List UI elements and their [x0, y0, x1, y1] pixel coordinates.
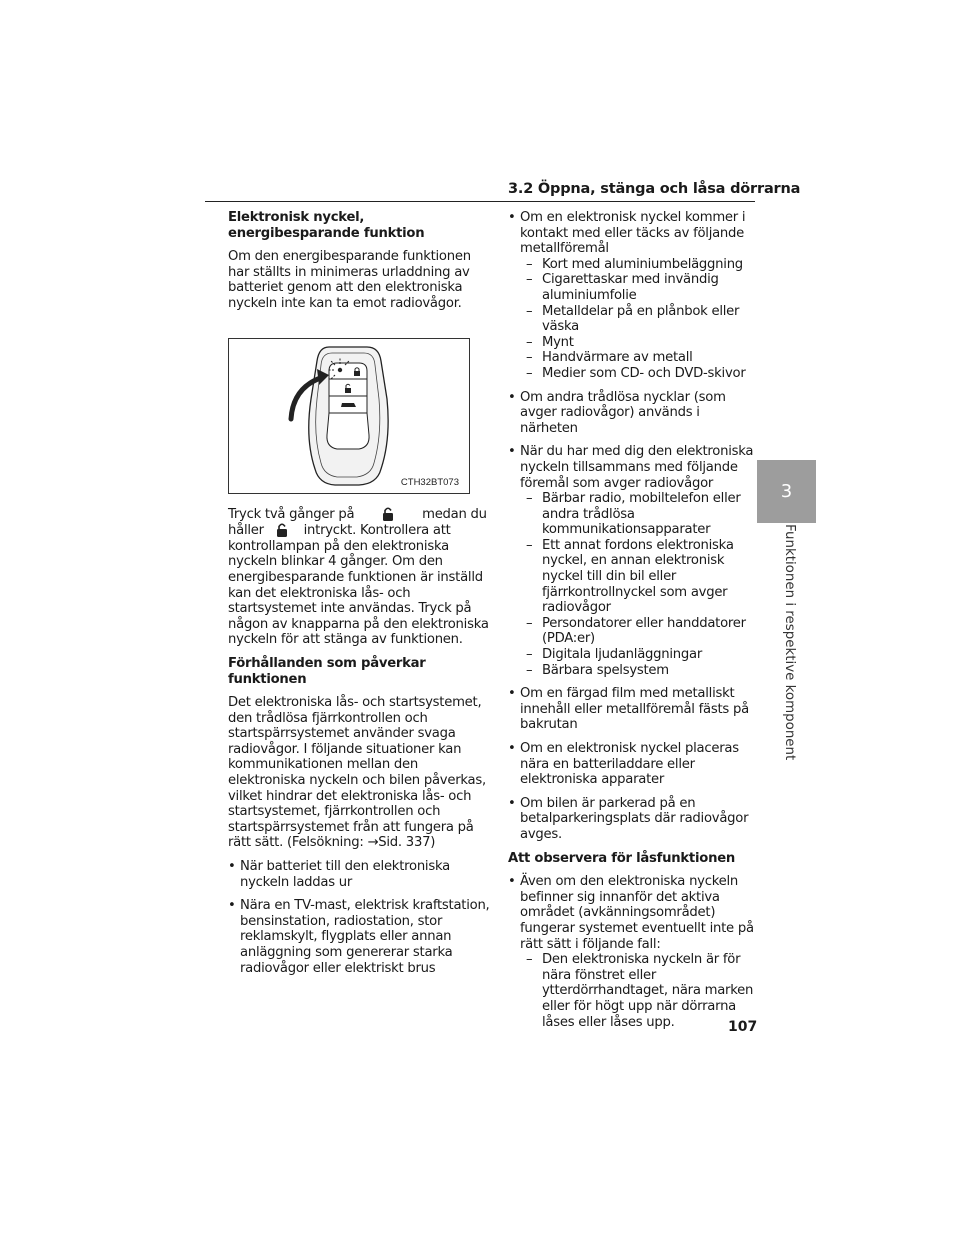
smart-key-drawing [229, 339, 469, 493]
sub-list [520, 952, 760, 1030]
list-item: • Om en färgad film med metalliskt innehåll eller metallföremål fästs på bakrutan [508, 686, 760, 733]
sub-list-item: – Handvärmare av metall [520, 350, 760, 366]
chapter-tab[interactable]: 3 [757, 460, 816, 523]
header-divider [205, 201, 755, 202]
page-number: 107 [728, 1019, 758, 1035]
paragraph-activation [228, 506, 490, 648]
list-item-text: Även om den elektroniska nyckeln befinner sig innanför det aktiva området (avkänningsområdet) fungerar systemet eventuellt inte på rätt sätt i följande fall: [520, 874, 754, 952]
sub-list-item: – Kort med aluminiumbeläggning [520, 257, 760, 273]
list-item [508, 210, 760, 382]
paragraph-energy-saving: Om den energibesparande funktionen har ställts in minimeras urladdning av batteriet genom att den elektroniska nyckeln inte kan ta emot radiovågor. [228, 249, 471, 311]
chapter-title: Funktionen i respektive komponent [782, 524, 797, 761]
interference-list [508, 210, 760, 843]
sub-list [520, 257, 760, 382]
activation-text-d: intryckt. Kontrollera att kontrollampan på den elektroniska nyckeln blinkar 4 gånger. Om den energibesparande funktionen är inställd kan det elektroniska lås- och startsystemet inte användas. Tryck på någon av knapparna på den elektroniska nyckeln för att stänga av funktionen. [228, 523, 489, 648]
heading-energy-saving: Elektronisk nyckel, energibesparande funktion [228, 210, 425, 241]
heading-lock-function: Att observera för låsfunktionen [508, 850, 736, 866]
activation-text-b: medan du [422, 506, 487, 522]
figure-code: CTH32BT073 [400, 476, 459, 488]
list-item [508, 444, 760, 678]
sub-list-item: – Ett annat fordons elektroniska nyckel, en annan elektronisk nyckel till din bil eller fjärrkontrollnyckel som avger radiovågor [520, 538, 760, 616]
list-item [508, 874, 760, 1030]
sub-list-item: – Persondatorer eller handdatorer (PDA:er) [520, 616, 760, 647]
key-illustration [228, 338, 470, 494]
sub-list-item: – Digitala ljudanläggningar [520, 647, 760, 663]
sub-list-item: – Mynt [520, 335, 760, 351]
list-item: • Om bilen är parkerad på en betalparkeringsplats där radiovågor avges. [508, 796, 760, 843]
list-item: • Nära en TV-mast, elektrisk kraftstation, bensinstation, radiostation, stor reklamskylt, flygplats eller annan anläggning som genererar starka radiovågor eller elektriskt brus [228, 898, 490, 976]
sub-list-item: – Bärbar radio, mobiltelefon eller andra trådlösa kommunikationsapparater [520, 491, 760, 538]
sub-list-item: – Cigarettaskar med invändig aluminiumfolie [520, 272, 760, 303]
conditions-list [228, 859, 490, 976]
list-item-text: Om en elektronisk nyckel kommer i kontakt med eller täcks av följande metallföremål [520, 210, 746, 257]
sub-list-item: – Metalldelar på en plånbok eller väska [520, 304, 760, 335]
sub-list-item: – Den elektroniska nyckeln är för nära fönstret eller ytterdörrhandtaget, nära marken eller för högt upp när dörrarna låses eller låses upp. [520, 952, 760, 1030]
sub-list-item: – Medier som CD- och DVD-skivor [520, 366, 760, 382]
paragraph-conditions: Det elektroniska lås- och startsystemet, den trådlösa fjärrkontrollen och startspärrsystemet använder svaga radiovågor. I följande situationer kan kommunikationen mellan den elektroniska nyckeln och bilen påverkas, vilket hindrar det elektroniska lås- och startsystemet, fjärrkontrollen och startspärrsystemet från att fungera på rätt sätt. (Felsökning: →Sid. 337) [228, 695, 486, 851]
lock-button-icon [276, 522, 288, 538]
left-column [228, 210, 490, 984]
activation-text-c: håller [228, 523, 264, 539]
right-column [508, 210, 760, 1038]
list-item: • Om andra trådlösa nycklar (som avger radiovågor) används i närheten [508, 390, 760, 437]
list-item: • Om en elektronisk nyckel placeras nära en batteriladdare eller elektroniska apparater [508, 741, 760, 788]
section-title: 3.2 Öppna, stänga och låsa dörrarna [508, 181, 801, 197]
sub-list-item: – Bärbara spelsystem [520, 663, 760, 679]
list-item: • När batteriet till den elektroniska nyckeln laddas ur [228, 859, 490, 890]
activation-text-a: Tryck två gånger på [228, 506, 355, 522]
sub-list [520, 491, 760, 678]
lock-button-icon [382, 506, 394, 522]
list-item-text: När du har med dig den elektroniska nyckeln tillsammans med följande föremål som avger radiovågor [520, 444, 754, 491]
lock-notes-list [508, 874, 760, 1030]
heading-conditions: Förhållanden som påverkar funktionen [228, 655, 426, 687]
